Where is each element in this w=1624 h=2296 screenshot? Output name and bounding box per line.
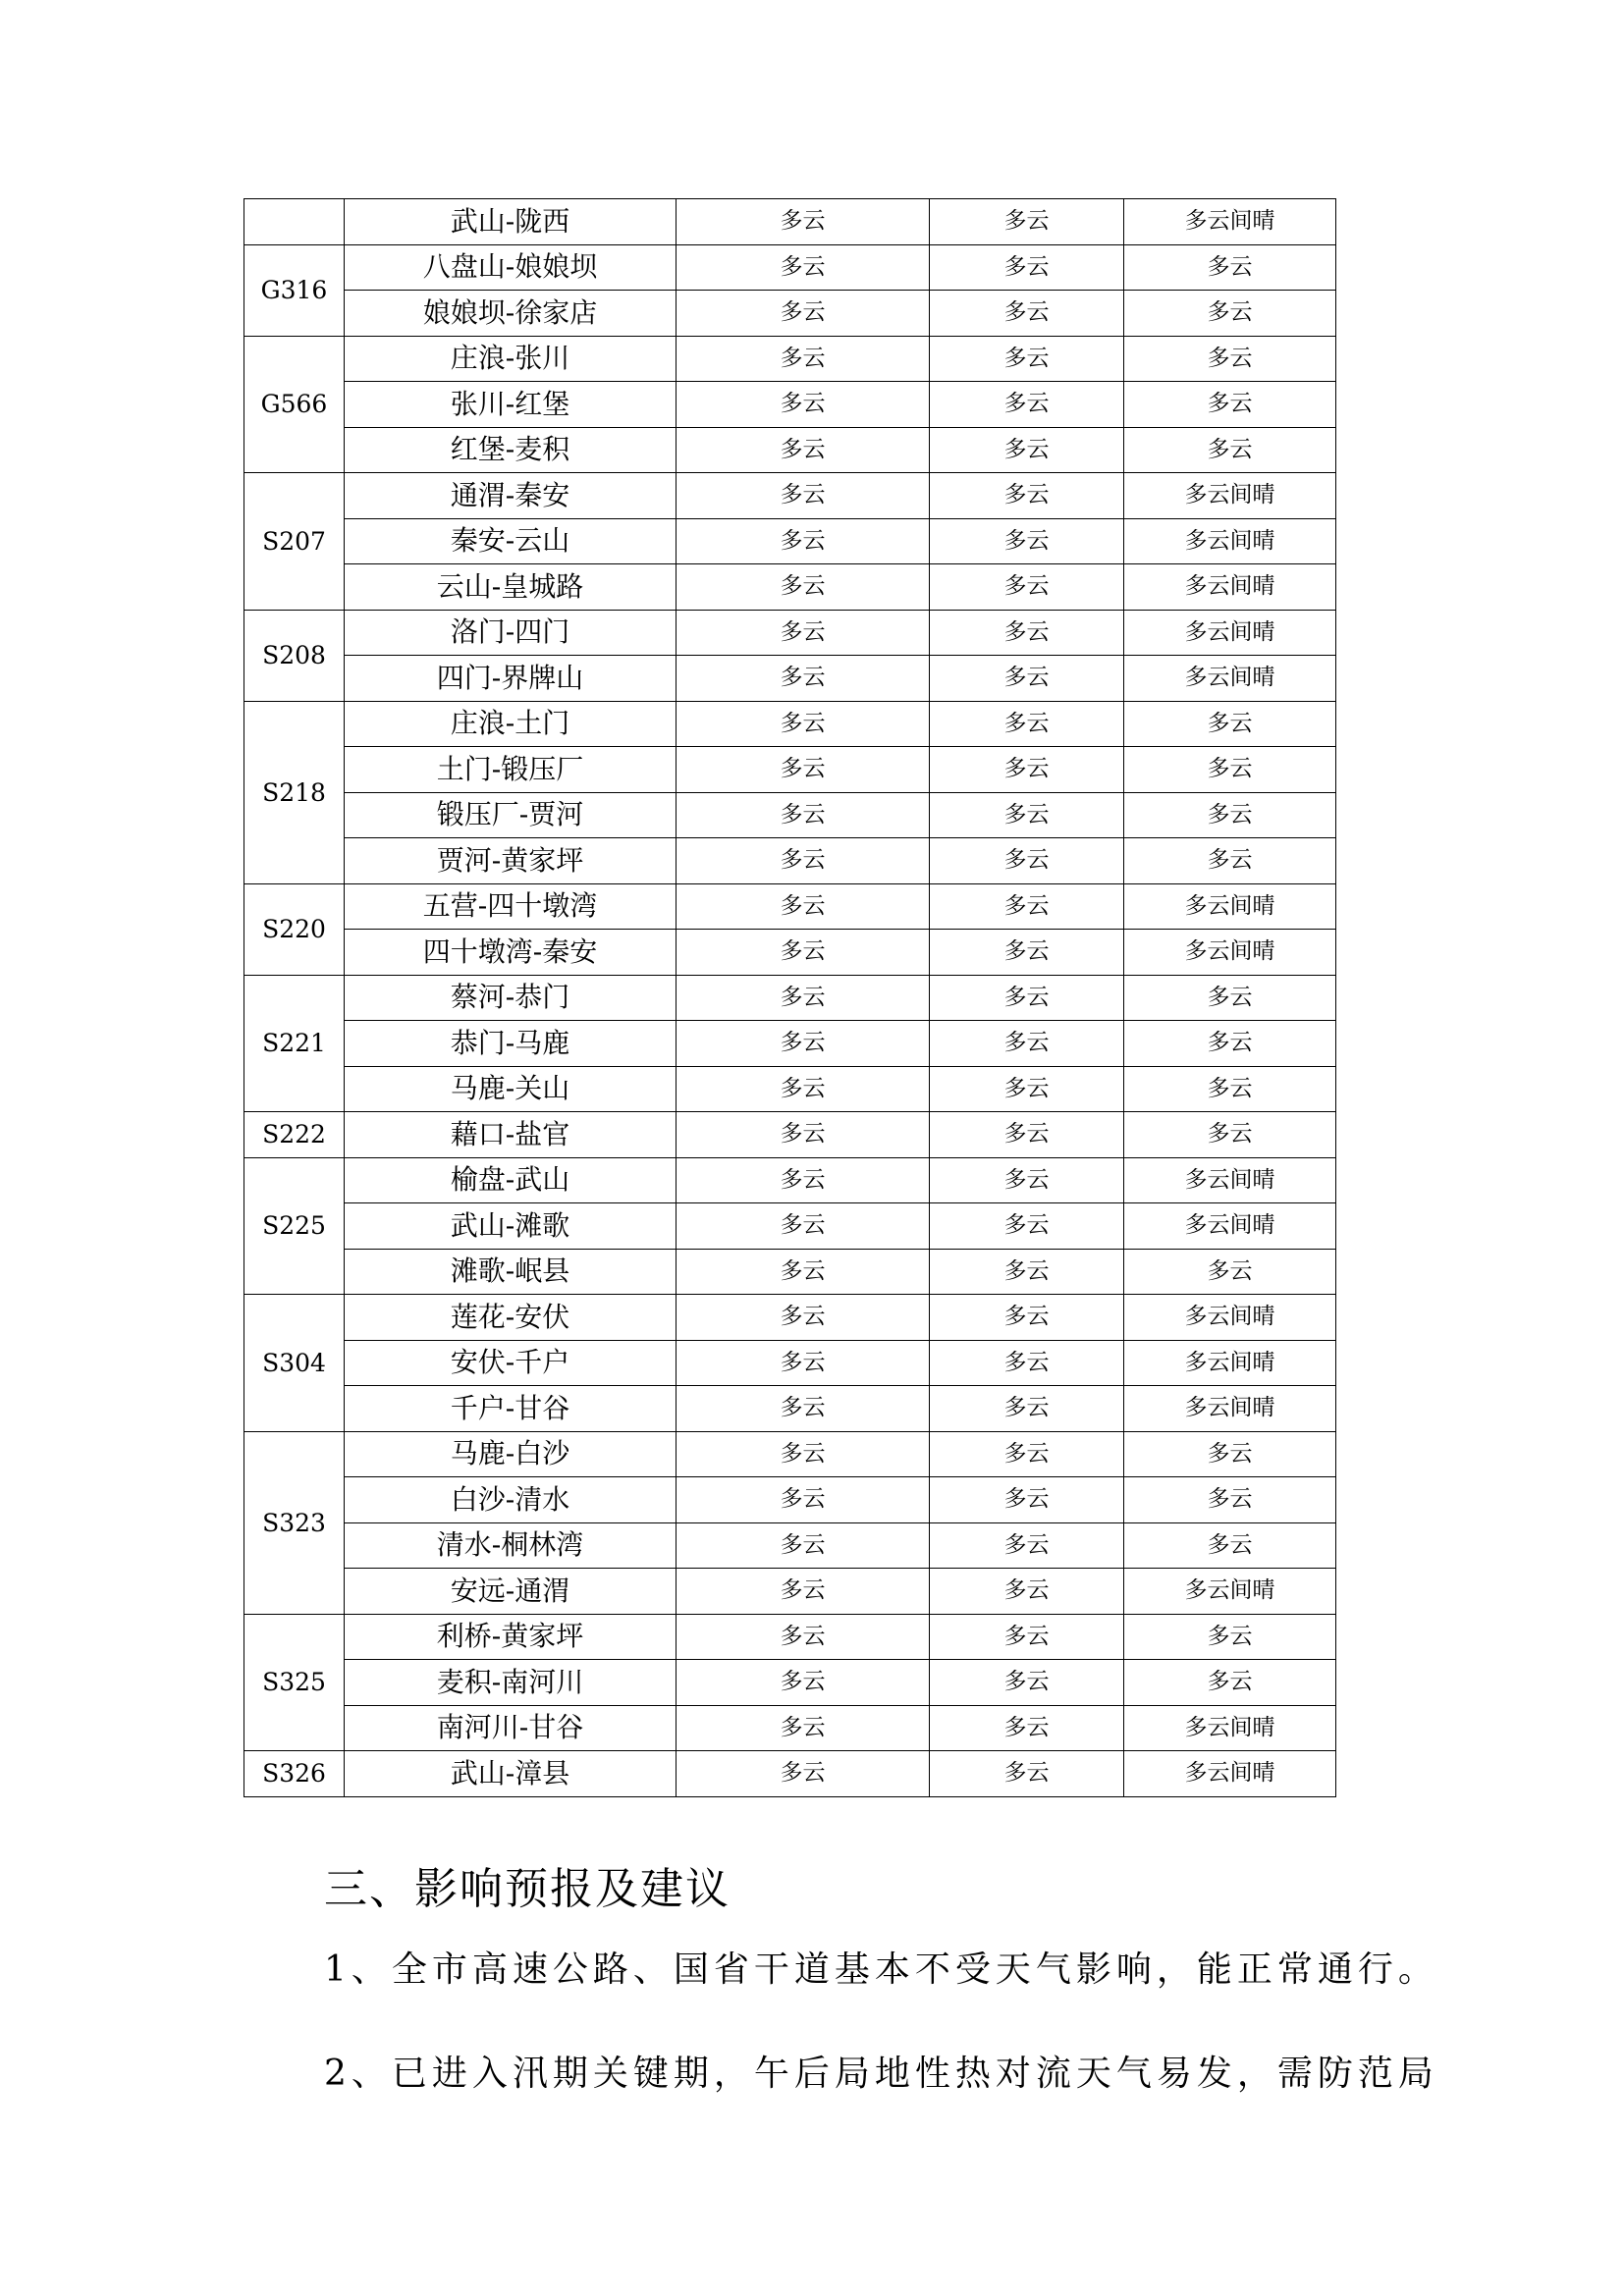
table-row xyxy=(244,975,1336,1021)
segment-cell: 武山-滩歌 xyxy=(345,1203,677,1250)
table-row xyxy=(244,1614,1336,1660)
weather-cell-1: 多云 xyxy=(677,975,930,1021)
table-row xyxy=(244,199,1336,245)
table-row xyxy=(244,336,1336,382)
segment-cell: 红堡-麦积 xyxy=(345,427,677,473)
weather-cell-1: 多云 xyxy=(677,1386,930,1432)
road-code-cell: S218 xyxy=(244,701,345,883)
weather-cell-3: 多云 xyxy=(1124,382,1336,428)
road-code-cell: S207 xyxy=(244,473,345,611)
segment-cell: 莲花-安伏 xyxy=(345,1295,677,1341)
table-row xyxy=(244,427,1336,473)
segment-cell: 贾河-黄家坪 xyxy=(345,838,677,884)
road-code-cell: S323 xyxy=(244,1431,345,1614)
weather-cell-1: 多云 xyxy=(677,336,930,382)
road-code-cell: S325 xyxy=(244,1614,345,1751)
segment-cell: 麦积-南河川 xyxy=(345,1660,677,1706)
weather-cell-1: 多云 xyxy=(677,792,930,838)
segment-cell: 榆盘-武山 xyxy=(345,1157,677,1203)
weather-cell-3: 多云间晴 xyxy=(1124,930,1336,976)
segment-cell: 南河川-甘谷 xyxy=(345,1705,677,1751)
weather-cell-3: 多云间晴 xyxy=(1124,610,1336,656)
weather-cell-1: 多云 xyxy=(677,1614,930,1660)
weather-cell-2: 多云 xyxy=(930,792,1124,838)
table-row xyxy=(244,1112,1336,1158)
table-row xyxy=(244,1157,1336,1203)
segment-cell: 清水-桐林湾 xyxy=(345,1522,677,1569)
weather-cell-1: 多云 xyxy=(677,701,930,747)
segment-cell: 藉口-盐官 xyxy=(345,1112,677,1158)
weather-cell-1: 多云 xyxy=(677,1522,930,1569)
weather-cell-2: 多云 xyxy=(930,1477,1124,1523)
weather-cell-3: 多云 xyxy=(1124,1614,1336,1660)
table-row xyxy=(244,747,1336,793)
table-row xyxy=(244,1386,1336,1432)
paragraph-1: 1、全市高速公路、国省干道基本不受天气影响，能正常通行。 xyxy=(324,1949,1438,1990)
table-row xyxy=(244,883,1336,930)
weather-cell-2: 多云 xyxy=(930,1431,1124,1477)
road-weather-table xyxy=(244,198,1336,1797)
segment-cell: 四门-界牌山 xyxy=(345,656,677,702)
weather-cell-2: 多云 xyxy=(930,244,1124,291)
table-row xyxy=(244,473,1336,519)
weather-cell-3: 多云间晴 xyxy=(1124,1203,1336,1250)
segment-cell: 庄浪-张川 xyxy=(345,336,677,382)
table-row xyxy=(244,1477,1336,1523)
weather-cell-1: 多云 xyxy=(677,199,930,245)
weather-cell-2: 多云 xyxy=(930,701,1124,747)
weather-cell-3: 多云 xyxy=(1124,1522,1336,1569)
segment-cell: 四十墩湾-秦安 xyxy=(345,930,677,976)
segment-cell: 千户-甘谷 xyxy=(345,1386,677,1432)
table-row xyxy=(244,1249,1336,1295)
weather-cell-2: 多云 xyxy=(930,1751,1124,1797)
weather-cell-3: 多云 xyxy=(1124,244,1336,291)
table-row xyxy=(244,1340,1336,1386)
table-row xyxy=(244,1569,1336,1615)
segment-cell: 安远-通渭 xyxy=(345,1569,677,1615)
weather-cell-3: 多云间晴 xyxy=(1124,1386,1336,1432)
weather-cell-1: 多云 xyxy=(677,610,930,656)
weather-cell-1: 多云 xyxy=(677,930,930,976)
weather-cell-1: 多云 xyxy=(677,1295,930,1341)
segment-cell: 张川-红堡 xyxy=(345,382,677,428)
weather-cell-2: 多云 xyxy=(930,1021,1124,1067)
table-row xyxy=(244,1660,1336,1706)
weather-cell-3: 多云间晴 xyxy=(1124,1157,1336,1203)
segment-cell: 娘娘坝-徐家店 xyxy=(345,291,677,337)
table-row xyxy=(244,701,1336,747)
weather-cell-3: 多云间晴 xyxy=(1124,518,1336,564)
table-row xyxy=(244,518,1336,564)
weather-cell-1: 多云 xyxy=(677,1477,930,1523)
segment-cell: 五营-四十墩湾 xyxy=(345,883,677,930)
road-code-cell: G566 xyxy=(244,336,345,473)
road-code-cell: S222 xyxy=(244,1112,345,1158)
weather-cell-2: 多云 xyxy=(930,382,1124,428)
segment-cell: 马鹿-白沙 xyxy=(345,1431,677,1477)
weather-cell-3: 多云间晴 xyxy=(1124,1340,1336,1386)
segment-cell: 云山-皇城路 xyxy=(345,564,677,611)
weather-cell-1: 多云 xyxy=(677,1249,930,1295)
weather-cell-2: 多云 xyxy=(930,1705,1124,1751)
weather-cell-2: 多云 xyxy=(930,883,1124,930)
weather-cell-3: 多云间晴 xyxy=(1124,1751,1336,1797)
weather-cell-2: 多云 xyxy=(930,656,1124,702)
weather-cell-2: 多云 xyxy=(930,1203,1124,1250)
weather-cell-1: 多云 xyxy=(677,883,930,930)
segment-cell: 恭门-马鹿 xyxy=(345,1021,677,1067)
weather-cell-2: 多云 xyxy=(930,1112,1124,1158)
weather-cell-2: 多云 xyxy=(930,610,1124,656)
weather-cell-3: 多云 xyxy=(1124,1112,1336,1158)
weather-cell-3: 多云 xyxy=(1124,427,1336,473)
weather-cell-2: 多云 xyxy=(930,427,1124,473)
table-row xyxy=(244,1203,1336,1250)
weather-cell-3: 多云间晴 xyxy=(1124,1295,1336,1341)
paragraph-2: 2、已进入汛期关键期，午后局地性热对流天气易发，需防范局 xyxy=(324,2054,1438,2094)
weather-cell-1: 多云 xyxy=(677,1431,930,1477)
table-row xyxy=(244,244,1336,291)
weather-cell-2: 多云 xyxy=(930,747,1124,793)
weather-cell-2: 多云 xyxy=(930,1157,1124,1203)
segment-cell: 利桥-黄家坪 xyxy=(345,1614,677,1660)
segment-cell: 安伏-千户 xyxy=(345,1340,677,1386)
weather-cell-2: 多云 xyxy=(930,975,1124,1021)
segment-cell: 蔡河-恭门 xyxy=(345,975,677,1021)
weather-cell-2: 多云 xyxy=(930,1660,1124,1706)
table-row xyxy=(244,291,1336,337)
weather-cell-3: 多云 xyxy=(1124,1660,1336,1706)
weather-cell-1: 多云 xyxy=(677,291,930,337)
table-row xyxy=(244,792,1336,838)
table-row xyxy=(244,656,1336,702)
weather-cell-1: 多云 xyxy=(677,1066,930,1112)
weather-cell-2: 多云 xyxy=(930,1295,1124,1341)
weather-cell-3: 多云间晴 xyxy=(1124,564,1336,611)
weather-cell-1: 多云 xyxy=(677,473,930,519)
weather-cell-1: 多云 xyxy=(677,1569,930,1615)
weather-cell-2: 多云 xyxy=(930,1569,1124,1615)
weather-cell-3: 多云间晴 xyxy=(1124,1569,1336,1615)
weather-cell-1: 多云 xyxy=(677,656,930,702)
weather-cell-3: 多云间晴 xyxy=(1124,656,1336,702)
weather-cell-3: 多云 xyxy=(1124,1477,1336,1523)
table-row xyxy=(244,1066,1336,1112)
segment-cell: 庄浪-土门 xyxy=(345,701,677,747)
road-code-cell: S326 xyxy=(244,1751,345,1797)
weather-cell-1: 多云 xyxy=(677,838,930,884)
weather-cell-1: 多云 xyxy=(677,564,930,611)
road-code-cell: S208 xyxy=(244,610,345,701)
weather-cell-1: 多云 xyxy=(677,1112,930,1158)
weather-cell-3: 多云 xyxy=(1124,1021,1336,1067)
road-code-cell: S220 xyxy=(244,883,345,975)
weather-cell-1: 多云 xyxy=(677,1660,930,1706)
weather-cell-3: 多云 xyxy=(1124,1249,1336,1295)
weather-cell-1: 多云 xyxy=(677,747,930,793)
segment-cell: 土门-锻压厂 xyxy=(345,747,677,793)
weather-cell-3: 多云间晴 xyxy=(1124,1705,1336,1751)
weather-cell-1: 多云 xyxy=(677,427,930,473)
weather-cell-3: 多云 xyxy=(1124,747,1336,793)
road-code-cell: S304 xyxy=(244,1295,345,1432)
table-row xyxy=(244,1751,1336,1797)
segment-cell: 八盘山-娘娘坝 xyxy=(345,244,677,291)
weather-cell-2: 多云 xyxy=(930,564,1124,611)
weather-cell-3: 多云 xyxy=(1124,1431,1336,1477)
weather-cell-1: 多云 xyxy=(677,1021,930,1067)
weather-cell-2: 多云 xyxy=(930,199,1124,245)
table-row xyxy=(244,1522,1336,1569)
segment-cell: 武山-陇西 xyxy=(345,199,677,245)
weather-cell-3: 多云间晴 xyxy=(1124,473,1336,519)
weather-cell-2: 多云 xyxy=(930,1340,1124,1386)
weather-cell-2: 多云 xyxy=(930,838,1124,884)
road-weather-table-body xyxy=(244,199,1336,1797)
table-row xyxy=(244,930,1336,976)
table-row xyxy=(244,838,1336,884)
weather-cell-2: 多云 xyxy=(930,1249,1124,1295)
weather-cell-1: 多云 xyxy=(677,1705,930,1751)
weather-cell-3: 多云 xyxy=(1124,975,1336,1021)
segment-cell: 锻压厂-贾河 xyxy=(345,792,677,838)
weather-cell-1: 多云 xyxy=(677,518,930,564)
weather-cell-1: 多云 xyxy=(677,244,930,291)
weather-cell-3: 多云间晴 xyxy=(1124,199,1336,245)
table-row xyxy=(244,1021,1336,1067)
road-code-cell: S225 xyxy=(244,1157,345,1295)
weather-cell-3: 多云 xyxy=(1124,1066,1336,1112)
weather-cell-2: 多云 xyxy=(930,291,1124,337)
table-row xyxy=(244,564,1336,611)
road-code-cell xyxy=(244,199,345,245)
weather-cell-1: 多云 xyxy=(677,382,930,428)
weather-cell-1: 多云 xyxy=(677,1157,930,1203)
segment-cell: 通渭-秦安 xyxy=(345,473,677,519)
weather-cell-2: 多云 xyxy=(930,473,1124,519)
weather-cell-2: 多云 xyxy=(930,1066,1124,1112)
weather-cell-2: 多云 xyxy=(930,1522,1124,1569)
segment-cell: 马鹿-关山 xyxy=(345,1066,677,1112)
weather-cell-3: 多云 xyxy=(1124,336,1336,382)
weather-cell-3: 多云 xyxy=(1124,838,1336,884)
segment-cell: 秦安-云山 xyxy=(345,518,677,564)
segment-cell: 武山-漳县 xyxy=(345,1751,677,1797)
weather-cell-2: 多云 xyxy=(930,930,1124,976)
weather-cell-2: 多云 xyxy=(930,1386,1124,1432)
segment-cell: 滩歌-岷县 xyxy=(345,1249,677,1295)
section-heading: 三、影响预报及建议 xyxy=(324,1864,731,1914)
weather-cell-3: 多云间晴 xyxy=(1124,883,1336,930)
weather-cell-3: 多云 xyxy=(1124,291,1336,337)
weather-cell-1: 多云 xyxy=(677,1203,930,1250)
segment-cell: 洛门-四门 xyxy=(345,610,677,656)
segment-cell: 白沙-清水 xyxy=(345,1477,677,1523)
weather-cell-2: 多云 xyxy=(930,1614,1124,1660)
weather-cell-1: 多云 xyxy=(677,1751,930,1797)
table-row xyxy=(244,1295,1336,1341)
weather-cell-3: 多云 xyxy=(1124,701,1336,747)
table-row xyxy=(244,382,1336,428)
weather-cell-2: 多云 xyxy=(930,518,1124,564)
weather-cell-1: 多云 xyxy=(677,1340,930,1386)
road-code-cell: S221 xyxy=(244,975,345,1112)
table-row xyxy=(244,1431,1336,1477)
road-code-cell: G316 xyxy=(244,244,345,336)
table-row xyxy=(244,610,1336,656)
table-row xyxy=(244,1705,1336,1751)
weather-cell-3: 多云 xyxy=(1124,792,1336,838)
weather-cell-2: 多云 xyxy=(930,336,1124,382)
